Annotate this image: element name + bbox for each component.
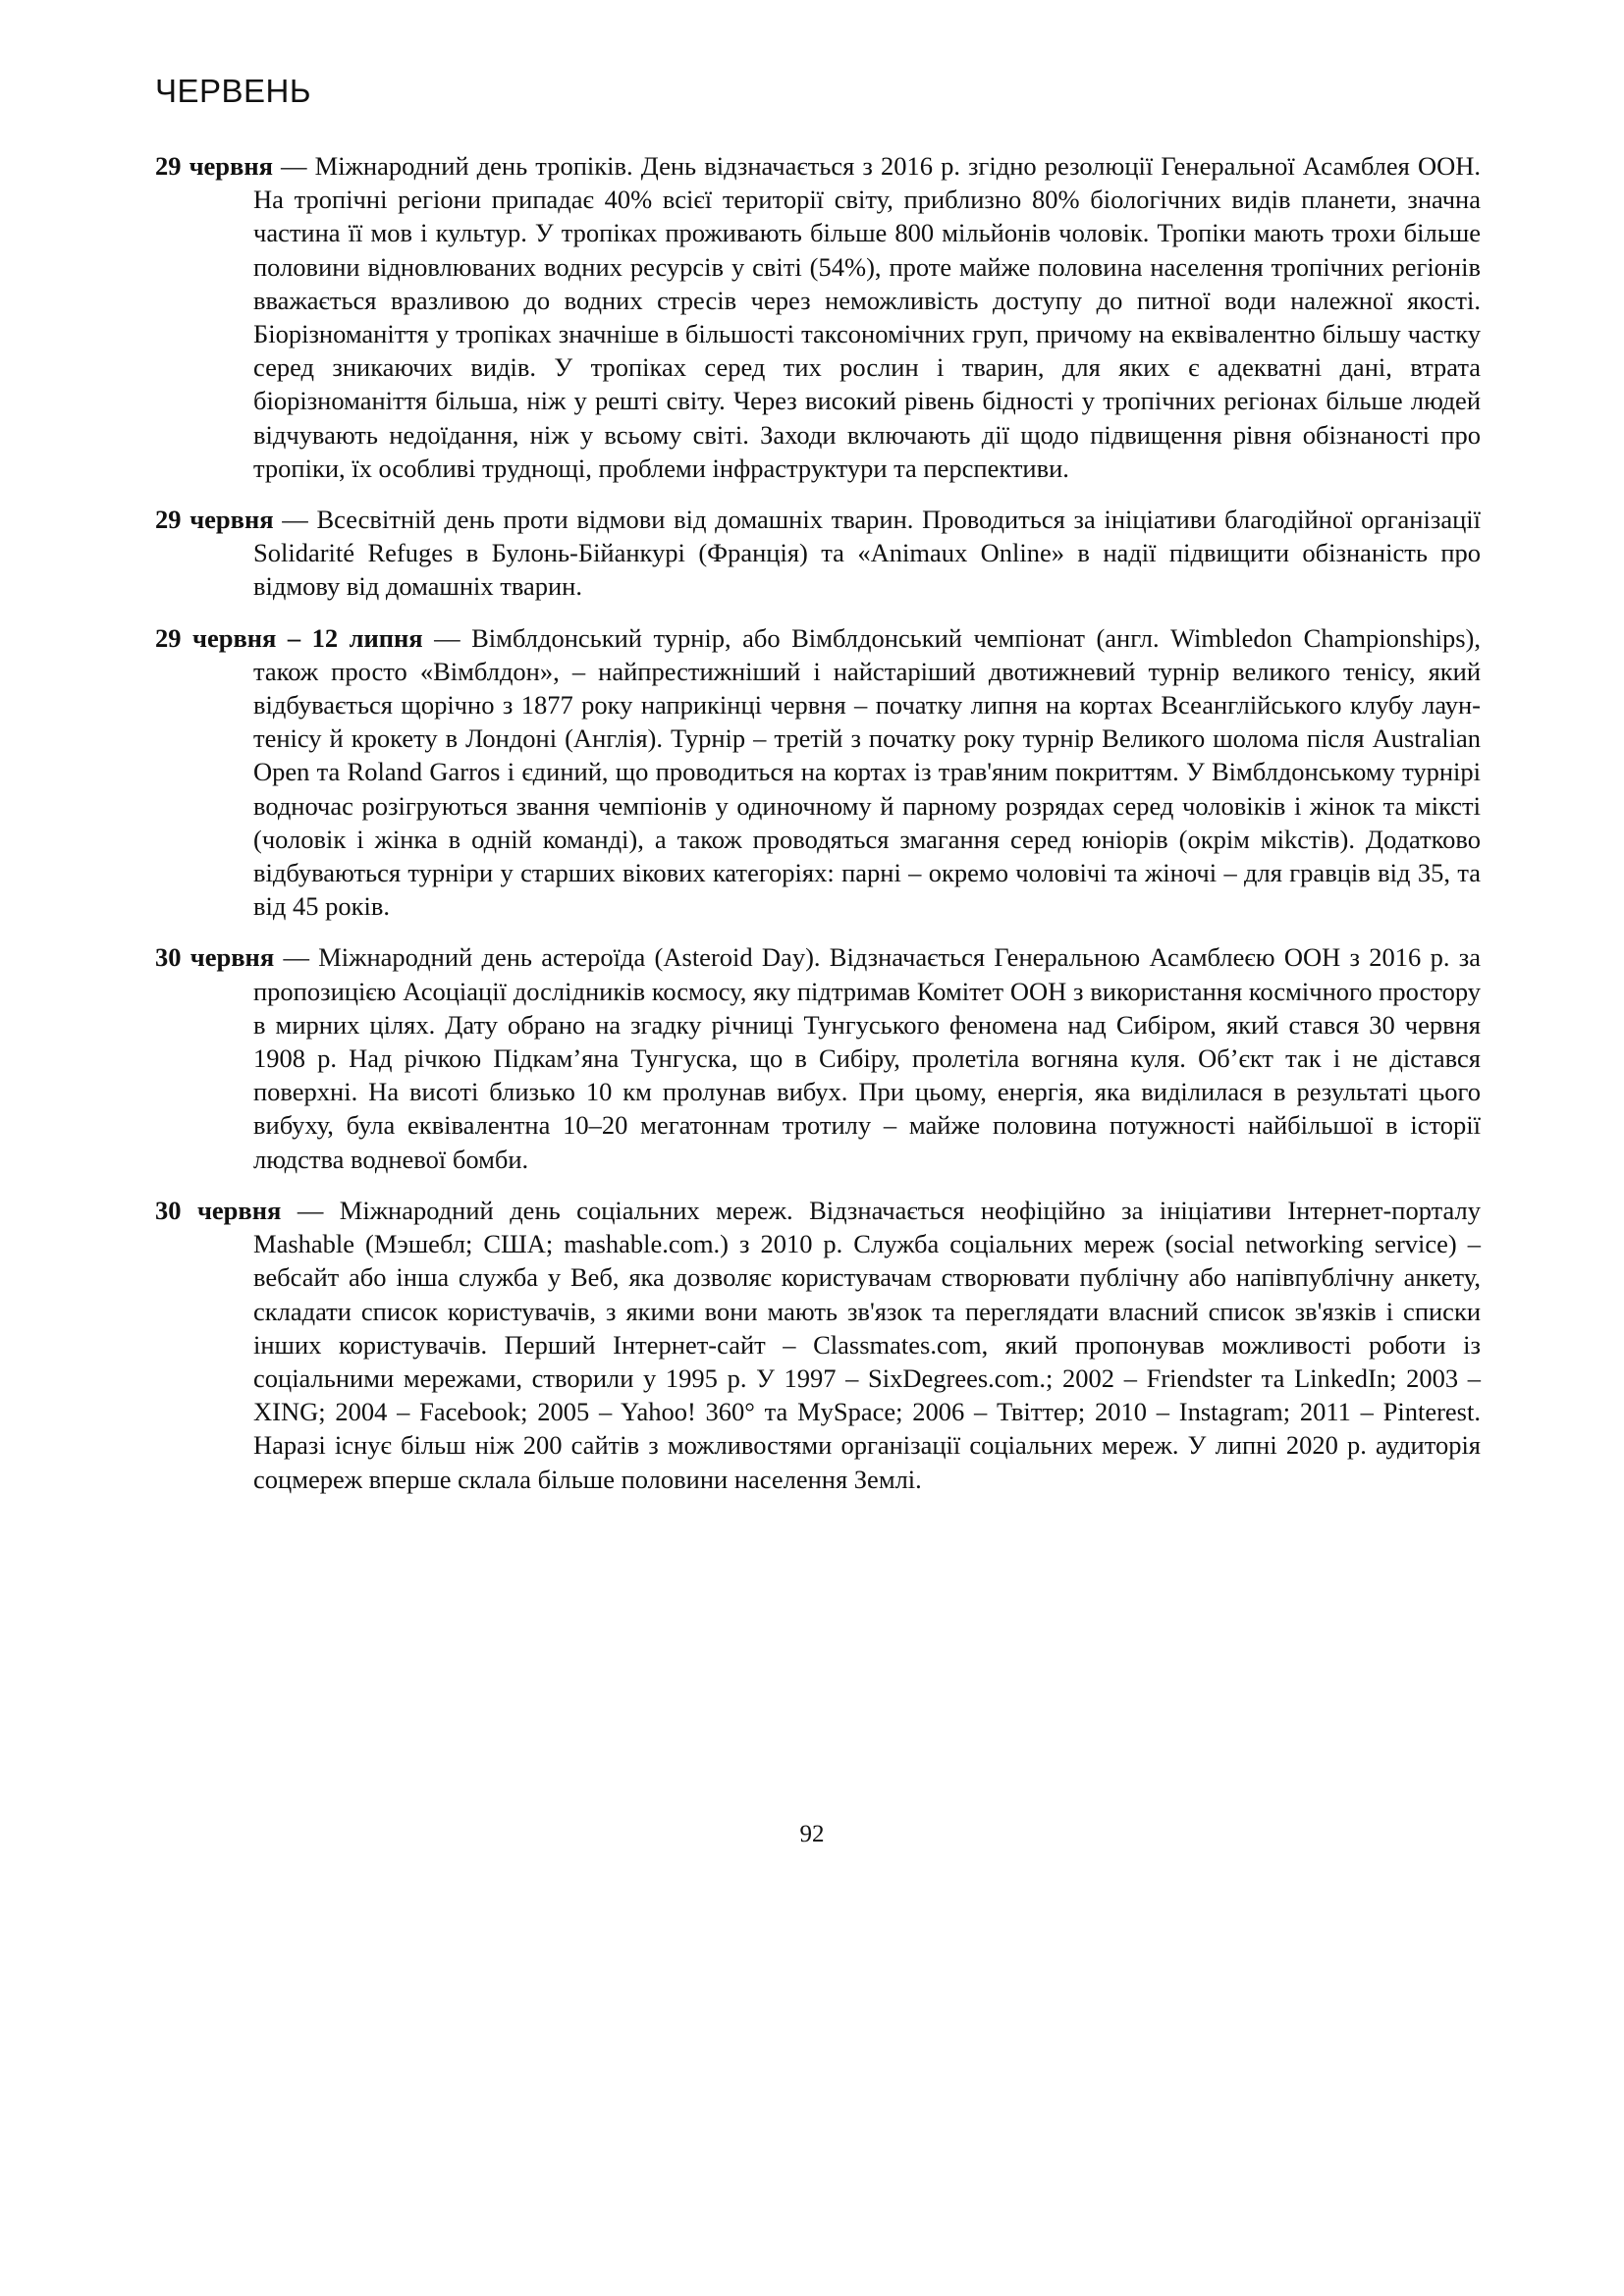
- entry-text: — Міжнародний день тропіків. День відзначається з 2016 р. згідно резолюції Генеральної Асамблея ООН. На тропічні регіони припадає 40% всієї території світу, приблизно 80% біологічних видів планети, значна частина її мов і культур. У тропіках проживають більше 800 мільйонів чоловік. Тропіки мають трохи більше половини відновлюваних водних ресурсів у світі (54%), проте майже половина населення тропічних регіонів вважається вразливою до водних стресів через неможливість доступу до питної води належної якості. Біорізноманіття у тропіках значніше в більшості таксономічних груп, причому на еквівалентно більшу частку серед зникаючих видів. У тропіках серед тих рослин і тварин, для яких є адекватні дані, втрата біорізноманіття більша, ніж у решті світу. Через високий рівень бідності у тропічних регіонах більше людей відчувають недоїдання, ніж у всьому світі. Заходи включають дії щодо підвищення рівня обізнаності про тропіки, їх особливі труднощі, проблеми інфраструктури та перспективи.: [253, 151, 1481, 483]
- entry-text: — Вімблдонський турнір, або Вімблдонський чемпіонат (англ. Wimbledon Championships), також просто «Вімблдон», – найпрестижніший і найстаріший двотижневий турнір великого тенісу, який відбувається щорічно з 1877 року наприкінці червня – початку липня на кортах Всеанглійського клубу лаун-тенісу й крокету в Лондоні (Англія). Турнір – третій з початку року турнір Великого шолома після Australian Open та Roland Garros і єдиний, що проводиться на кортах із трав'яним покриттям. У Вімблдонському турнірі водночас розігруються звання чемпіонів у одиночному й парному розрядах серед чоловіків і жінок та міксті (чоловік і жінка в одній команді), а також проводяться змагання серед юніорів (окрім міkстів). Додатково відбуваються турніри у старших вікових категоріях: парні – окремо чоловічі та жіночі – для гравців від 35, та від 45 років.: [253, 622, 1482, 922]
- page-number: 92: [799, 1821, 825, 1847]
- entries-list: [155, 149, 1481, 1514]
- entry-date: 29 червня: [155, 151, 273, 181]
- entry-social-media-day: [155, 1194, 1481, 1496]
- page-heading: ЧЕРВЕНЬ: [155, 73, 312, 109]
- entry-date: 29 червня – 12 липня: [155, 622, 423, 653]
- entry-date: 30 червня: [155, 1195, 282, 1225]
- entry-text: — Всесвітній день проти відмови від домашніх тварин. Проводиться за ініціативи благодійної організації Solidarité Refuges в Булонь-Бійанкурі (Франція) та «Animaux Online» в надії підвищити обізнаність про відмову від домашніх тварин.: [253, 505, 1481, 602]
- entry-text: — Міжнародний день соціальних мереж. Відзначається неофіційно за ініціативи Інтернет-порталу Mashable (Мэшебл; США; mashable.com.) з 2010 р. Служба соціальних мереж (social networking service) – вебсайт або інша служба у Веб, яка дозволяє користувачам створювати публічну або напівпублічну анкету, складати список користувачів, з якими вони мають зв'язок та переглядати власний список зв'язків і списки інших користувачів. Перший Інтернет-сайт – Classmates.com, який пропонував можливості роботи із соціальними мережами, створили у 1995 р. У 1997 – SixDegrees.com.; 2002 – Friendster та LinkedIn; 2003 – XING; 2004 – Facebook; 2005 – Yahoo! 360° та MySpace; 2006 – Твіттер; 2010 – Instagram; 2011 – Pinterest. Наразі існує більш ніж 200 сайтів з можливостями організації соціальних мереж. У липні 2020 р. аудиторія соцмереж вперше склала більше половини населення Землі.: [253, 1195, 1481, 1494]
- entry-pet-abandonment-day: [155, 503, 1481, 604]
- entry-date: 30 червня: [155, 942, 275, 973]
- entry-wimbledon: [155, 621, 1481, 924]
- entry-tropics-day: [155, 149, 1481, 485]
- entry-asteroid-day: [155, 940, 1481, 1175]
- entry-date: 29 червня: [155, 505, 274, 535]
- entry-text: — Міжнародний день астероїда (Asteroid Day). Відзначається Генеральною Асамблеєю ООН з 2016 р. за пропозицією Асоціації дослідників космосу, яку підтримав Комітет ООН з використання космічного простору в мирних цілях. Дату обрано на згадку річниці Тунгуського феномена над Сибіром, який стався 30 червня 1908 р. Над річкою Підкам’яна Тунгуска, що в Сибіру, пролетіла вогняна куля. Об’єкт так і не дістався поверхні. На висоті близько 10 км пролунав вибух. При цьому, енергія, яка виділилася в результаті цього вибуху, була еквівалентна 10–20 мегатоннам тротилу – майже половина потужності найбільшої в історії людства водневої бомби.: [253, 942, 1481, 1174]
